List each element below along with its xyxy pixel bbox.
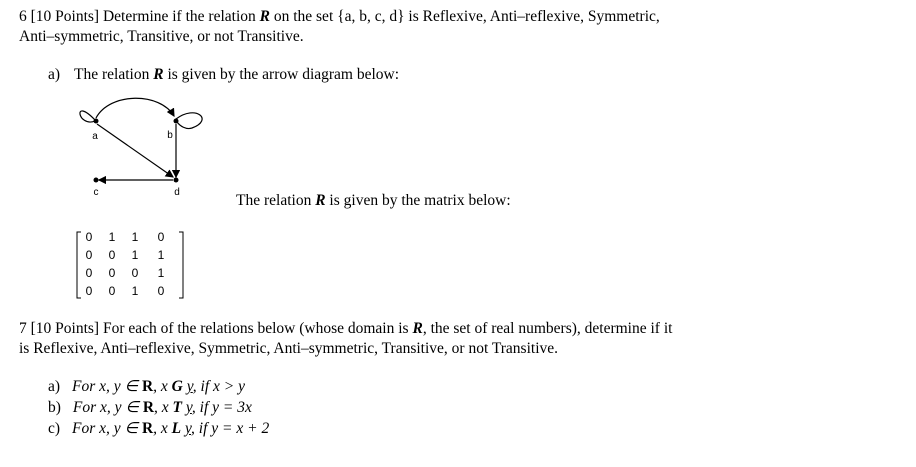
edge-a-d (97, 124, 173, 177)
matrix-cell: 1 (131, 248, 139, 262)
loop-b (176, 113, 202, 129)
loop-a (80, 111, 95, 122)
item-text: , x (153, 378, 172, 395)
problem7-line2: is Reflexive, Anti–reflexive, Symmetric, Anti–symmetric, Transitive, or not Transitive. (19, 340, 559, 357)
problem6-text: 6 [10 Points] Determine if the relation (19, 8, 260, 25)
item-var: y (185, 420, 192, 437)
part-a-text: The relation (74, 66, 154, 83)
reals-symbol: R (412, 320, 423, 337)
item-label: a) (48, 378, 61, 395)
matrix-cell: 1 (131, 230, 139, 244)
node-d (174, 178, 179, 183)
item-var: y (185, 399, 192, 416)
relation-name: L (171, 420, 182, 437)
reals-symbol: R (141, 378, 154, 395)
relation-name: T (172, 399, 182, 416)
node-label-c: c (93, 187, 99, 198)
relation-symbol: R (315, 192, 326, 209)
problem7-line1 (19, 320, 672, 338)
part-a-label: a) (48, 66, 61, 83)
problem7-text: 7 [10 Points] For each of the relations below (whose domain is (19, 320, 413, 337)
reals-symbol: R (142, 399, 155, 416)
matrix-cell: 0 (157, 230, 165, 244)
problem7-item-b (48, 399, 252, 417)
problem6-text: on the set {a, b, c, d} is Reflexive, Anti–reflexive, Symmetric, (269, 8, 660, 25)
node-label-a: a (92, 131, 98, 142)
relation-name: G (171, 378, 183, 395)
part-a-text: is given by the arrow diagram below: (163, 66, 400, 83)
item-text: , x (154, 399, 173, 416)
matrix-caption-text: The relation (236, 192, 316, 209)
problem7-item-a (48, 378, 245, 396)
item-text: For x, y ∈ (72, 378, 142, 395)
matrix-caption-text: is given by the matrix below: (325, 192, 511, 209)
relation-matrix (75, 229, 185, 301)
node-c (94, 178, 99, 183)
matrix-cell: 0 (157, 284, 165, 298)
matrix-cell: 0 (108, 266, 116, 280)
problem7-item-c (48, 420, 269, 438)
node-label-b: b (167, 130, 173, 141)
problem7-text: , the set of real numbers), determine if it (422, 320, 673, 337)
matrix-cell: 1 (157, 266, 165, 280)
matrix-cell: 1 (131, 284, 139, 298)
relation-symbol: R (153, 66, 164, 83)
relation-symbol: R (259, 8, 270, 25)
item-condition: , if y = 3x (191, 399, 252, 416)
matrix-cell: 0 (85, 266, 93, 280)
matrix-cell: 1 (108, 230, 116, 244)
item-text: , x (153, 420, 172, 437)
item-condition: , if x > y (192, 378, 245, 395)
node-a (94, 119, 99, 124)
matrix-cell: 0 (85, 284, 93, 298)
edge-a-b (96, 98, 174, 118)
item-var: y (186, 378, 193, 395)
reals-symbol: R (141, 420, 154, 437)
item-label: b) (48, 399, 61, 416)
item-text: For x, y ∈ (72, 420, 142, 437)
matrix-cell: 0 (131, 266, 139, 280)
item-label: c) (48, 420, 61, 437)
node-b (174, 119, 179, 124)
matrix-cell: 0 (108, 248, 116, 262)
problem6-line2: Anti–symmetric, Transitive, or not Transitive. (19, 28, 304, 45)
matrix-cell: 0 (108, 284, 116, 298)
node-label-d: d (174, 187, 180, 198)
matrix-cell: 0 (85, 248, 93, 262)
matrix-caption (236, 192, 511, 210)
matrix-cell: 1 (157, 248, 165, 262)
item-text: For x, y ∈ (72, 399, 143, 416)
item-condition: , if y = x + 2 (191, 420, 270, 437)
matrix-cell: 0 (85, 230, 93, 244)
